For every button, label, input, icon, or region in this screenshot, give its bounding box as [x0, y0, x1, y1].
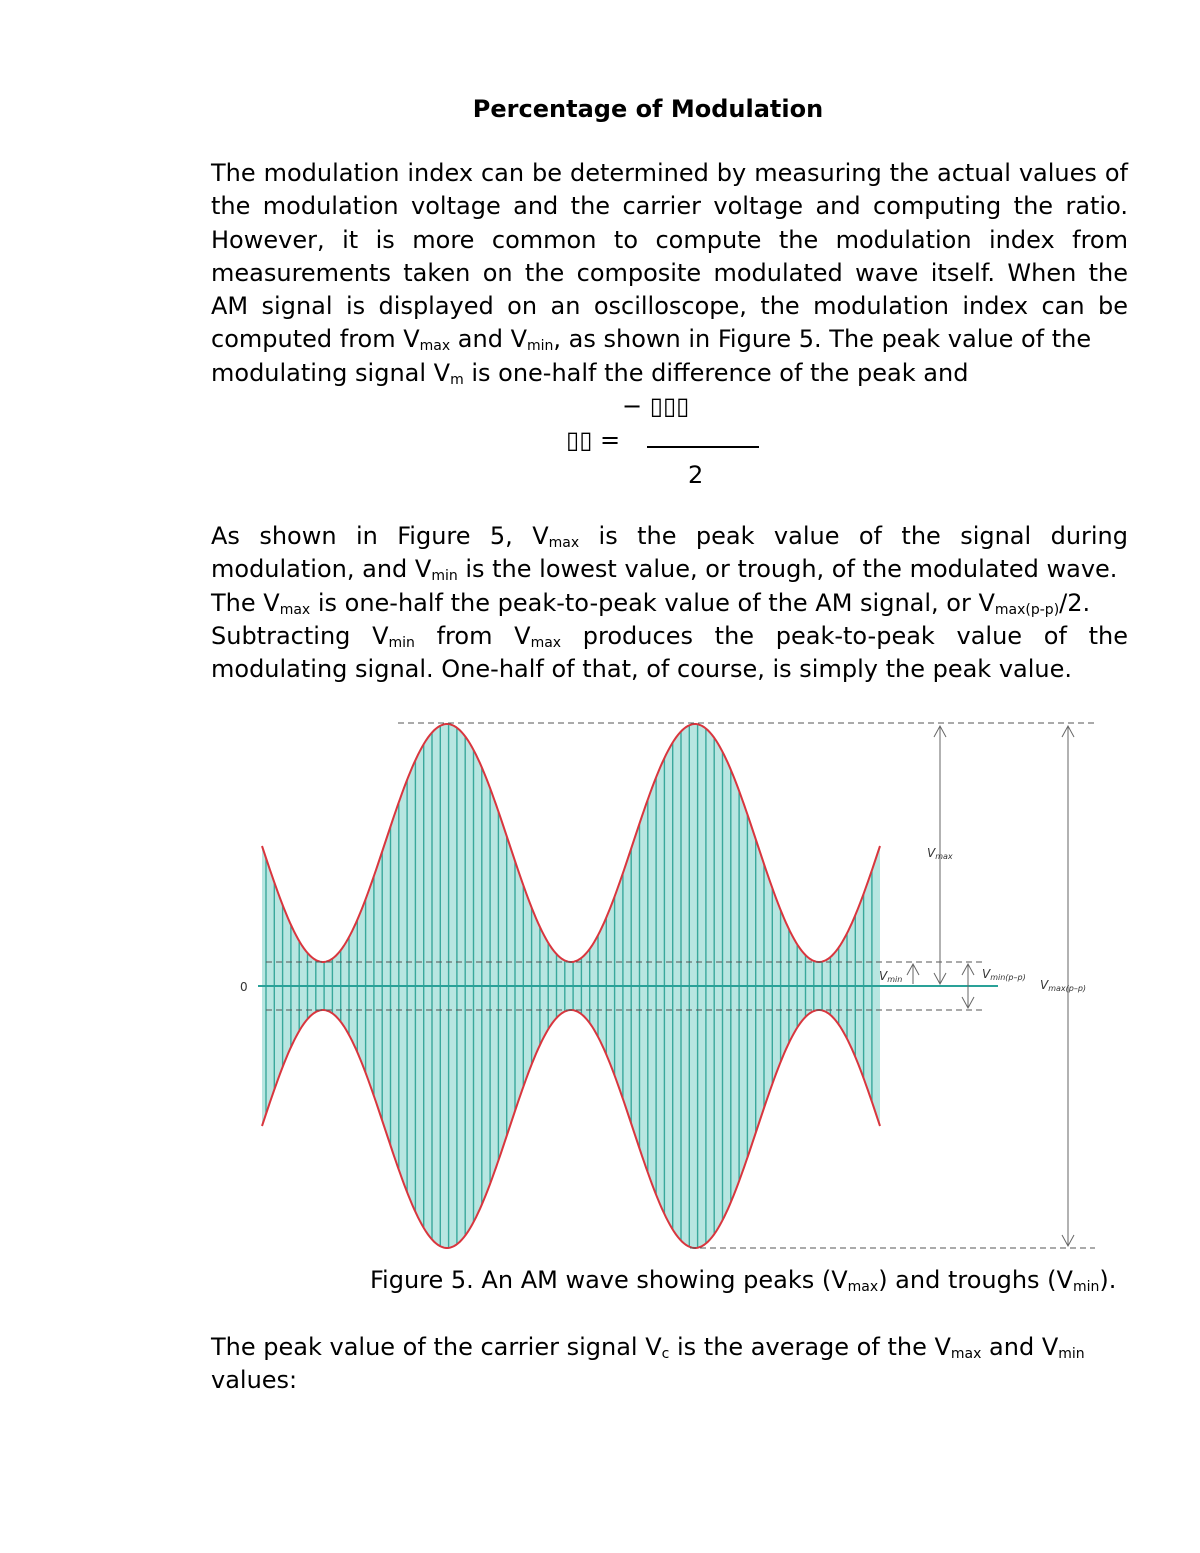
paragraph-carrier — [211, 1331, 1128, 1398]
text-line: AM signal is displayed on an oscilloscope, the modulation index can be — [211, 292, 1128, 321]
vmin-pp-label: Vmin(p–p) — [982, 967, 1026, 982]
text-line: the modulation voltage and the carrier voltage and computing the ratio. — [211, 192, 1128, 221]
vmax-pp-label: Vmax(p–p) — [1040, 978, 1087, 993]
text-line: The peak value of the carrier signal $V_c$ is the average of the $V_{max}$ and $V_{min}$ — [211, 1333, 1085, 1362]
text-line: However, it is more common to compute the modulation index from — [211, 225, 1128, 254]
upper-envelope — [262, 724, 880, 962]
text-line: measurements taken on the composite modulated wave itself. When the — [211, 258, 1128, 287]
formula-lhs: ▯▯ = — [566, 426, 621, 454]
text-line: modulation, and $V_{min}$ is the lowest value, or trough, of the modulated wave. — [211, 555, 1118, 585]
lower-envelope — [262, 1010, 880, 1248]
formula-numerator: − ▯▯▯ — [622, 392, 690, 420]
page-title: Percentage of Modulation — [472, 95, 824, 123]
zero-label: 0 — [240, 980, 248, 994]
text-line: Subtracting $V_{min}$ from $V_{max}$ produces the peak-to-peak value of the — [211, 621, 1128, 651]
text-line: As shown in Figure 5, $V_{max}$ is the peak value of the signal during — [211, 522, 1129, 551]
text-line: modulating signal. One-half of that, of course, is simply the peak value. — [211, 655, 1072, 684]
text-line: computed from $V_{max}$ and $V_{min}$, as shown in Figure 5. The peak value of the — [211, 325, 1092, 355]
text-line: The modulation index can be determined by measuring the actual values of — [211, 159, 1128, 187]
text-line: The $V_{max}$ is one-half the peak-to-peak value of the AM signal, or $V_{max(p-p)}/2$. — [211, 588, 1091, 618]
vmax-label: Vmax — [927, 846, 953, 861]
text-line: modulating signal $V_m$ is one-half the difference of the peak and — [211, 358, 969, 388]
vmin-label: Vmin — [879, 969, 903, 984]
formula-denominator: 2 — [688, 461, 704, 489]
figure-caption: Figure 5. An AM wave showing peaks $(V_{max})$ and troughs $(V_{min})$. — [370, 1266, 1117, 1295]
text-line: values: — [211, 1366, 298, 1395]
